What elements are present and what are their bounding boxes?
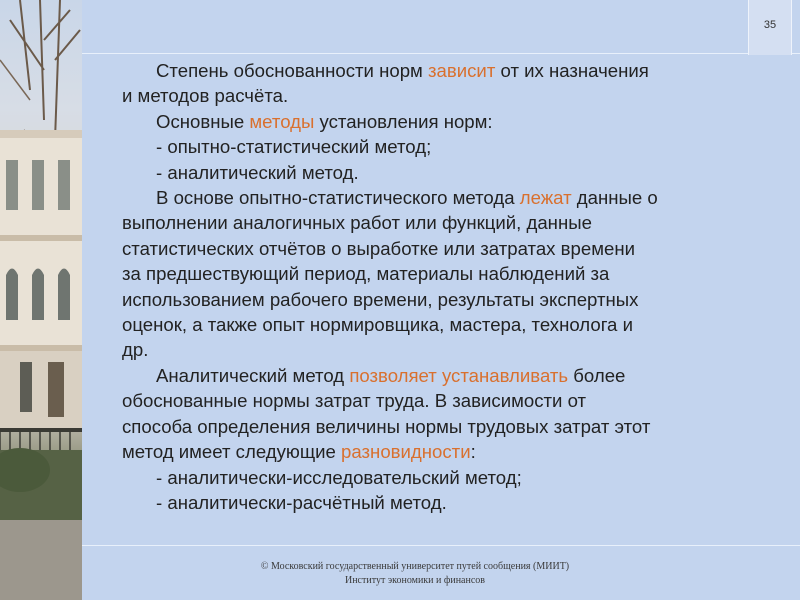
text-run: статистических отчётов о выработке или затратах времени	[122, 237, 635, 259]
text-line	[122, 185, 762, 210]
text-line	[122, 312, 762, 337]
highlighted-term: позволяет устанавливать	[349, 364, 569, 386]
footer-university: © Московский государственный университет путей сообщения (МИИТ)	[260, 561, 570, 572]
building-illustration	[0, 0, 82, 600]
text-run: В основе опытно-статистического метода	[156, 187, 520, 209]
text-line	[122, 83, 762, 108]
text-line	[122, 210, 762, 235]
text-run: способа определения величины нормы трудовых затрат этот	[122, 415, 651, 437]
text-line	[122, 109, 762, 134]
text-line	[122, 134, 762, 159]
text-run: - опытно-статистический метод;	[156, 136, 432, 158]
text-line	[122, 261, 762, 286]
text-line	[122, 439, 762, 464]
text-run: Степень обоснованности норм	[156, 60, 428, 81]
text-run: - аналитически-исследовательский метод;	[156, 466, 522, 488]
text-run: обоснованные нормы затрат труда. В зависимости от	[122, 390, 587, 412]
text-line	[122, 363, 762, 388]
highlighted-term: зависит	[428, 60, 496, 81]
page-number: 35	[763, 19, 777, 31]
text-line	[122, 160, 762, 185]
slide-footer	[0, 560, 800, 588]
text-run: др.	[122, 339, 149, 361]
text-run: от их назначения	[495, 60, 649, 81]
text-run: выполнении аналогичных работ или функций, данные	[122, 212, 592, 234]
text-run: и методов расчёта.	[122, 85, 289, 107]
text-run: :	[470, 441, 476, 463]
header-divider	[82, 53, 800, 54]
highlighted-term: методы	[249, 110, 315, 132]
text-line	[122, 388, 762, 413]
text-run: Основные	[156, 110, 250, 132]
highlighted-term: лежат	[519, 187, 572, 209]
slide-body-text	[122, 58, 762, 515]
text-run: данные о	[571, 187, 658, 209]
text-line	[122, 337, 762, 362]
text-line	[122, 236, 762, 261]
text-run: использованием рабочего времени, результаты экспертных	[122, 288, 639, 310]
text-run: за предшествующий период, материалы наблюдений за	[122, 263, 610, 285]
text-run: - аналитический метод.	[156, 161, 359, 183]
text-line	[122, 58, 762, 83]
text-line	[122, 490, 762, 515]
text-run: установления норм:	[314, 110, 493, 132]
highlighted-term: разновидности	[341, 441, 471, 463]
text-run: Аналитический метод	[156, 364, 350, 386]
text-run: - аналитически-расчётный метод.	[156, 491, 447, 513]
text-run: оценок, а также опыт нормировщика, мастера, технолога и	[122, 314, 633, 336]
background-photo	[0, 0, 82, 600]
text-line	[122, 465, 762, 490]
footer-institute: Институт экономики и финансов	[344, 575, 486, 586]
footer-divider	[82, 545, 800, 546]
text-run: более	[568, 364, 626, 386]
text-line	[122, 287, 762, 312]
text-line	[122, 414, 762, 439]
text-run: метод имеет следующие	[122, 441, 342, 463]
